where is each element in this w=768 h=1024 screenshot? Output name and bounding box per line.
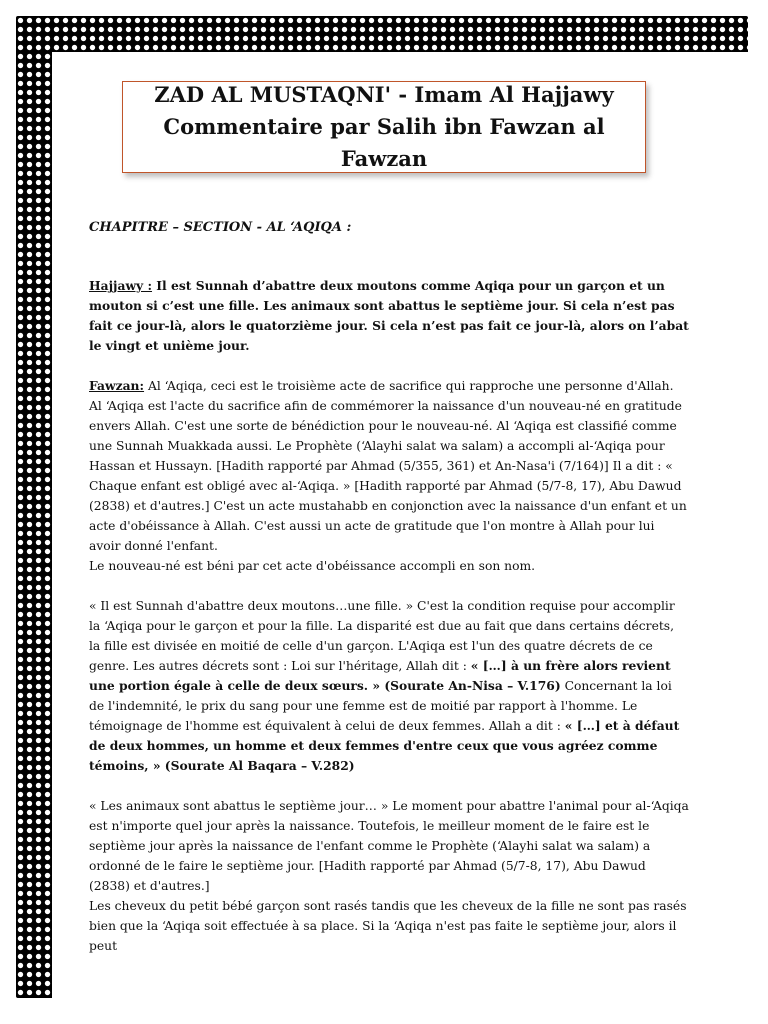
paragraph-seventh-day [89, 796, 689, 956]
paragraph-seventh-day-text-2: Les cheveux du petit bébé garçon sont rasés tandis que les cheveux de la fille ne sont pas rasés bien que la ‘Aqiqa soit effectuée à sa place. Si la ‘Aqiqa n'est pas faite le septième jour, alors il peut [89, 899, 687, 953]
document-title-line2: Commentaire par Salih ibn Fawzan al Fawzan [163, 114, 605, 171]
hajjawy-paragraph [89, 276, 689, 356]
fawzan-paragraph [89, 376, 689, 576]
hajjawy-text: Il est Sunnah d’abattre deux moutons comme Aqiqa pour un garçon et un mouton si c’est une fille. Les animaux sont abattus le septième jour. Si cela n’est pas fait ce jour-là, alors le quatorzième jour. Si cela n’est pas fait ce jour-là, alors on l’abat le vingt et unième jour. [89, 278, 689, 353]
hajjawy-label: Hajjawy : [89, 278, 153, 293]
fawzan-label: Fawzan: [89, 378, 145, 393]
chapter-heading: CHAPITRE – SECTION - AL ‘AQIQA : [89, 220, 352, 235]
fawzan-text-1: Al ‘Aqiqa, ceci est le troisième acte de sacrifice qui rapproche une personne d'Allah. [144, 379, 674, 393]
paragraph-sunnah [89, 596, 689, 776]
document-title-line1: ZAD AL MUSTAQNI' - Imam Al Hajjawy [154, 82, 614, 107]
paragraph-seventh-day-text-1: « Les animaux sont abattus le septième jour… » Le moment pour abattre l'animal pour al-‘Aqiqa est n'importe quel jour après la naissance. Toutefois, le meilleur moment de le faire est le septième jour après la naissance de l'enfant comme le Prophète (‘Alayhi salat wa salam) a ordonné de le faire le septième jour. [Hadith rapporté par Ahmad (5/7-8, 17), Abu Dawud (2838) et d'autres.] [89, 799, 689, 893]
paragraph-sunnah-text-1: « Il est Sunnah d'abattre deux moutons…une fille. » C'est la condition requise pour accomplir la ‘Aqiqa pour le garçon et pour la fille. La disparité est due au fait que dans certains décrets, la fille est divisée en moitié de celle d'un garçon. L'Aqiqa est l'un des quatre décrets de ce genre. Les autres décrets sont : Loi sur l'héritage, Allah dit : [89, 599, 675, 673]
quran-quote-nisa: « […] à un frère alors revient une portion égale à celle de deux sœurs. » (Sourate An-Nisa – V.176) [89, 658, 671, 693]
quran-quote-baqara: « […] et à défaut de deux hommes, un homme et deux femmes d'entre ceux que vous agréez comme témoins, » (Sourate Al Baqara – V.282) [89, 718, 680, 773]
fawzan-text-3: Le nouveau-né est béni par cet acte d'obéissance accompli en son nom. [89, 559, 536, 573]
document-body [89, 218, 689, 976]
fawzan-text-2: Al ‘Aqiqa est l'acte du sacrifice afin de commémorer la naissance d'un nouveau-né en gratitude envers Allah. C'est une sorte de bénédiction pour le nouveau-né. Al ‘Aqiqa est classifié comme une Sunnah Muakkada aussi. Le Prophète (‘Alayhi salat wa salam) a accompli al-‘Aqiqa pour Hassan et Hussayn. [Hadith rapporté par Ahmad (5/355, 361) et An-Nasa'i (7/164)] Il a dit : « Chaque enfant est obligé avec al-‘Aqiqa. » [Hadith rapporté par Ahmad (5/7-8, 17), Abu Dawud (2838) et d'autres.] C'est un acte mustahabb en conjonction avec la naissance d'un enfant et un acte d'obéissance à Allah. C'est aussi un acte de gratitude que l'on montre à Allah pour lui avoir donné l'enfant. [89, 399, 687, 553]
paragraph-sunnah-text-2: Concernant la loi de l'indemnité, le prix du sang pour une femme est de moitié par rapport à l'homme. Le témoignage de l'homme est équivalent à celui de deux femmes. Allah a dit : [89, 679, 672, 733]
title-box [122, 81, 646, 173]
